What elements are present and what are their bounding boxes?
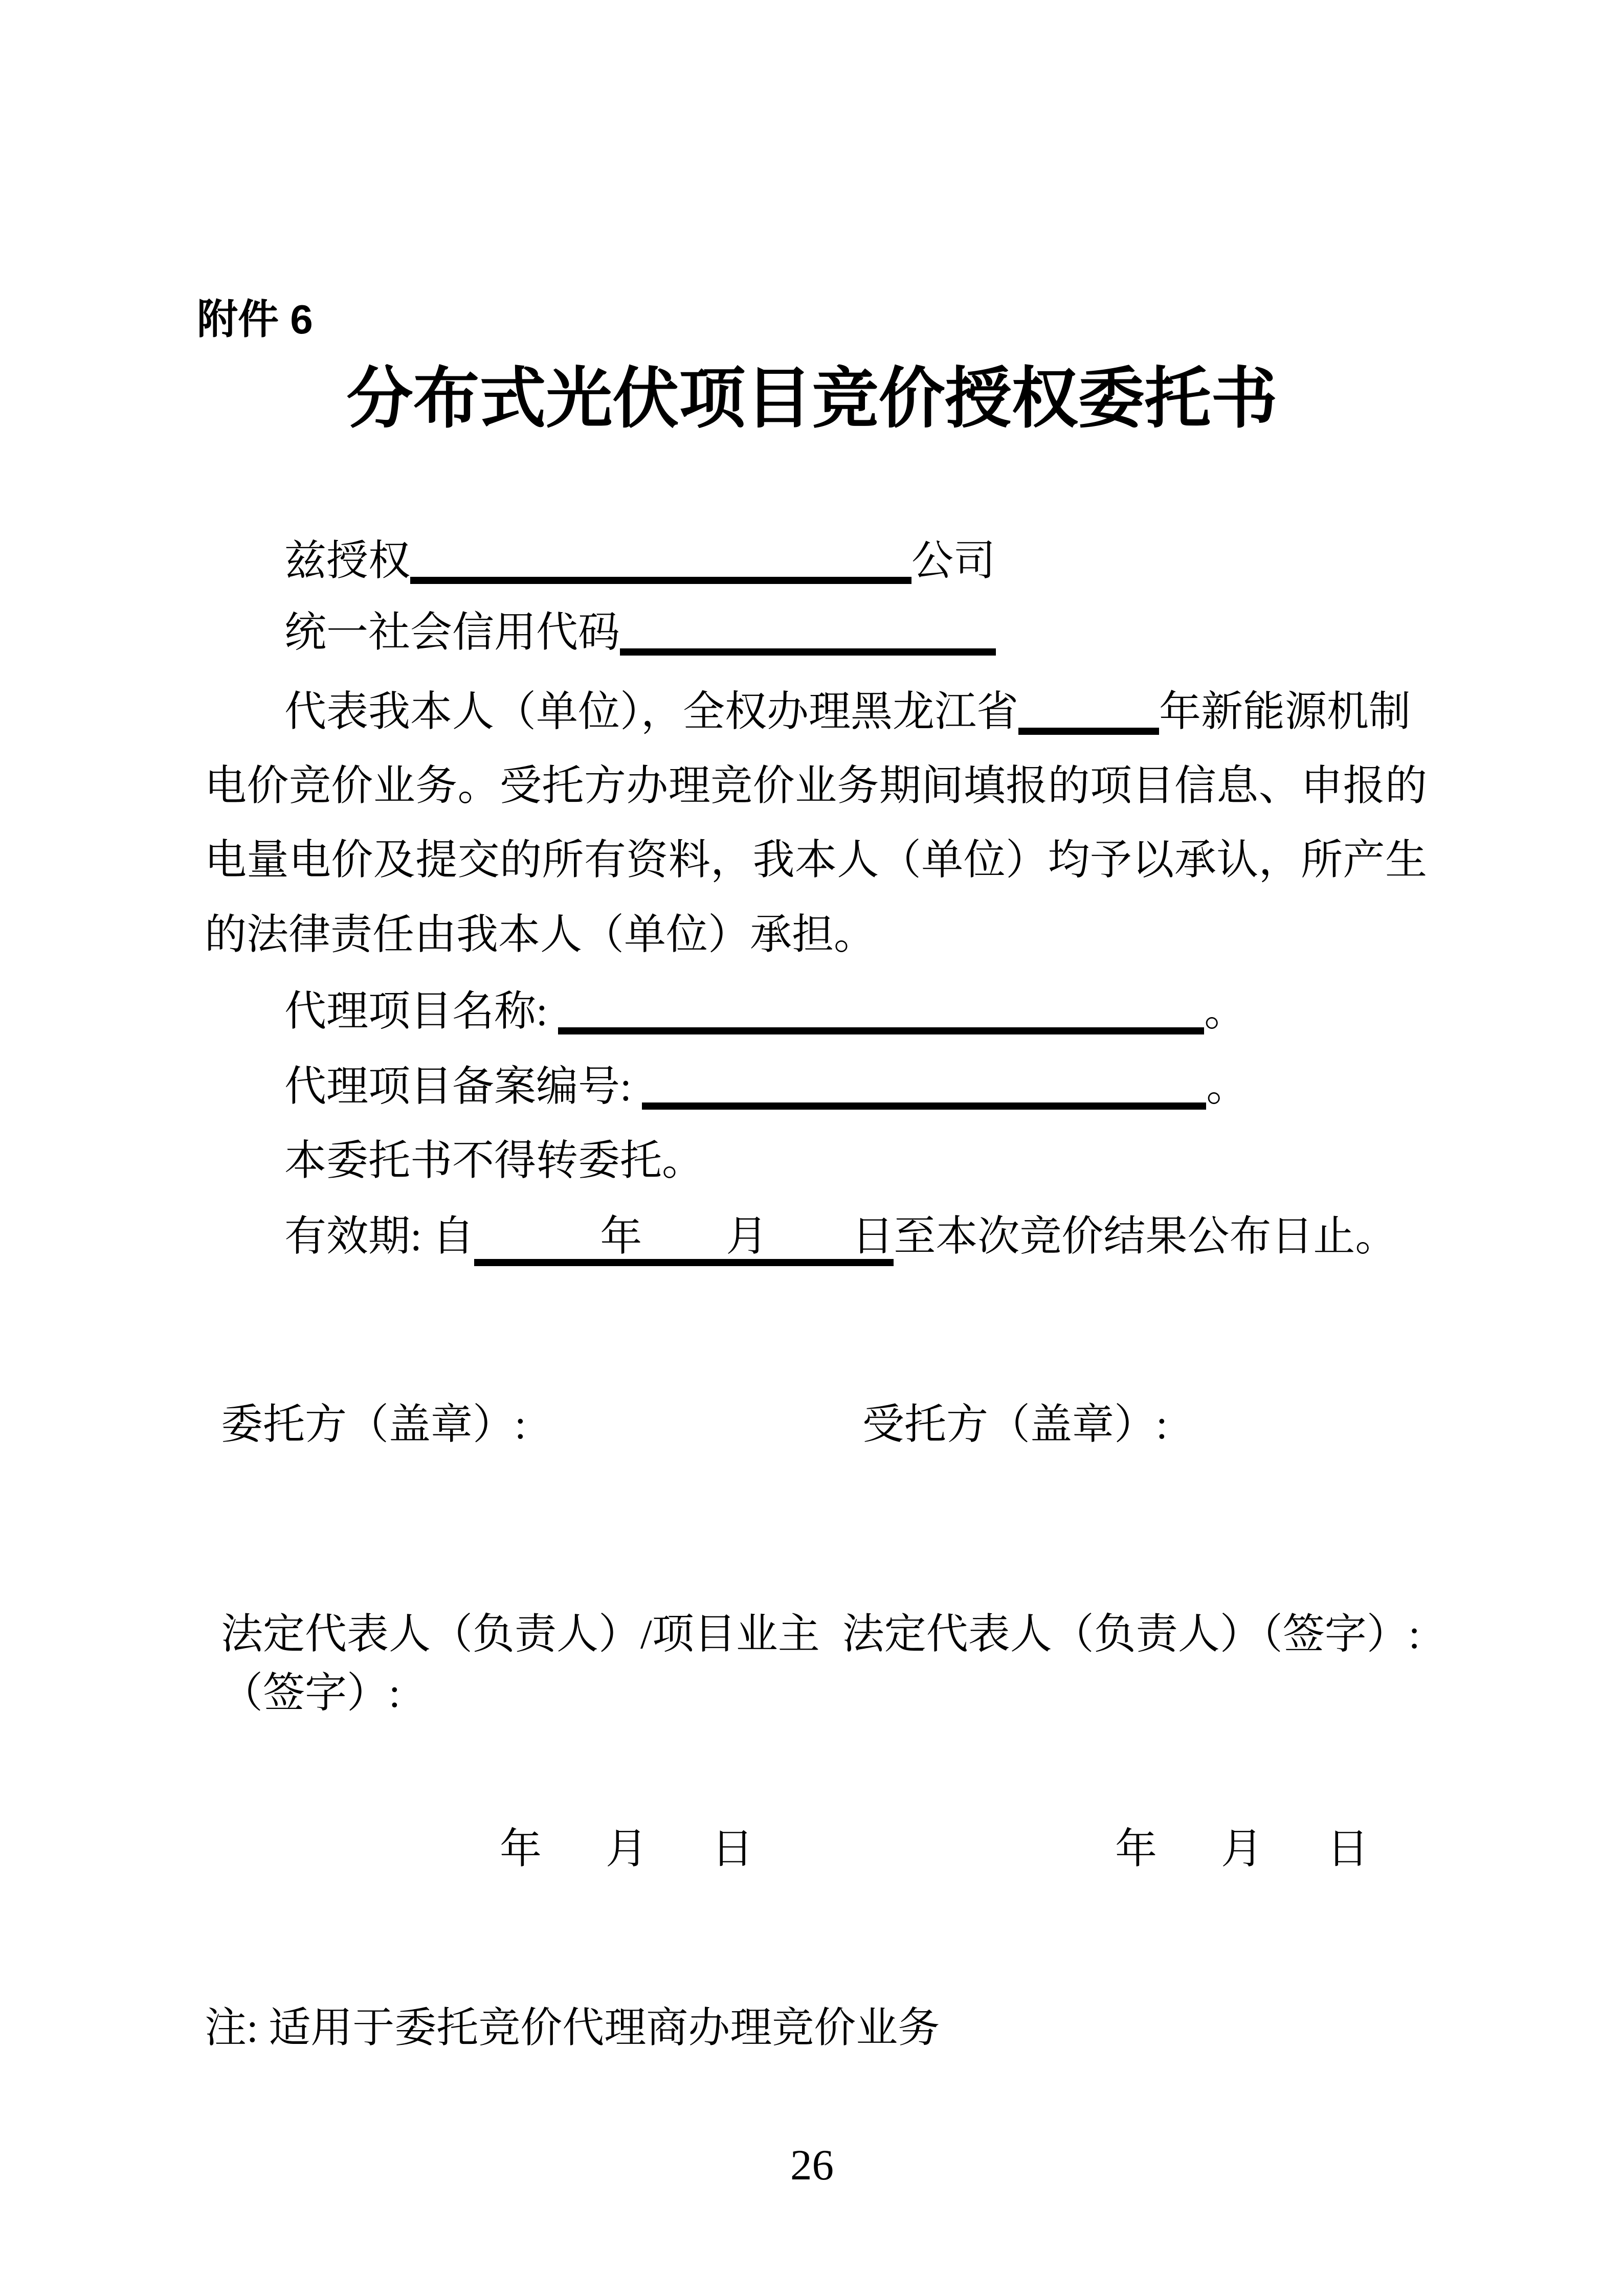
- page-title: 分布式光伏项目竞价授权委托书: [346, 363, 1278, 436]
- date-day-left: 日: [711, 1826, 754, 1872]
- record-number-period: 。: [1206, 1063, 1249, 1110]
- paragraph-line-4: 的法律责任由我本人（单位）承担。: [205, 911, 876, 958]
- date-month-right: 月: [1221, 1826, 1263, 1872]
- validity-date-blank: 年 月 日: [474, 1214, 894, 1266]
- legal-representative-line: [221, 1613, 1420, 1655]
- date-month-left: 月: [606, 1826, 648, 1872]
- principal-stamp-label: 委托方（盖章）:: [221, 1401, 526, 1448]
- project-name-label: 代理项目名称:: [284, 987, 559, 1034]
- credit-code-blank: [620, 611, 996, 656]
- validity-line: [284, 1214, 1397, 1266]
- legal-rep-right-label: 法定代表人（负责人）（签字）:: [842, 1611, 1420, 1657]
- note-line: 注: 适用于委托竞价代理商办理竞价业务: [205, 2005, 940, 2051]
- legal-rep-left-label: 法定代表人（负责人）/项目业主: [221, 1611, 820, 1657]
- date-year-right: 年: [1115, 1826, 1158, 1872]
- agent-stamp-label: 受托方（盖章）:: [862, 1401, 1168, 1448]
- attachment-label: 附件 6: [197, 297, 313, 342]
- authorize-prefix: 兹授权: [284, 537, 411, 584]
- date-day-right: 日: [1327, 1826, 1369, 1872]
- record-number-label: 代理项目备案编号:: [284, 1063, 642, 1110]
- validity-prefix: 有效期: 自: [284, 1213, 475, 1259]
- credit-code-line: [284, 611, 996, 654]
- date-year-left: 年: [500, 1826, 542, 1872]
- paragraph-line-2: 电价竞价业务。受托方办理竞价业务期间填报的项目信息、申报的: [205, 762, 1427, 809]
- credit-code-label: 统一社会信用代码: [284, 609, 620, 656]
- validity-suffix: 至本次竞价结果公布日止。: [894, 1213, 1397, 1259]
- date-line-right: [1115, 1828, 1369, 1870]
- project-name-period: 。: [1204, 987, 1247, 1034]
- paragraph-line-3: 电量电价及提交的所有资料，我本人（单位）均予以承认，所产生: [205, 837, 1427, 883]
- year-blank: [1018, 690, 1159, 735]
- no-delegate-line: 本委托书不得转委托。: [284, 1137, 704, 1184]
- project-name-line: [284, 989, 1246, 1032]
- record-number-line: [284, 1065, 1248, 1108]
- authorize-suffix: 公司: [911, 537, 996, 584]
- paragraph-line-1: [284, 690, 1411, 733]
- company-name-blank: [410, 539, 911, 584]
- para1-before-blank: 代表我本人（单位），全权办理黑龙江省: [284, 688, 1019, 735]
- project-name-blank: [558, 989, 1204, 1034]
- page-number: 26: [790, 2141, 834, 2189]
- para1-after-blank: 年新能源机制: [1159, 688, 1411, 735]
- date-line-left: [500, 1828, 753, 1870]
- authorize-line: [284, 539, 995, 582]
- sign-wrap-label: （签字）:: [221, 1670, 401, 1716]
- record-number-blank: [642, 1065, 1206, 1110]
